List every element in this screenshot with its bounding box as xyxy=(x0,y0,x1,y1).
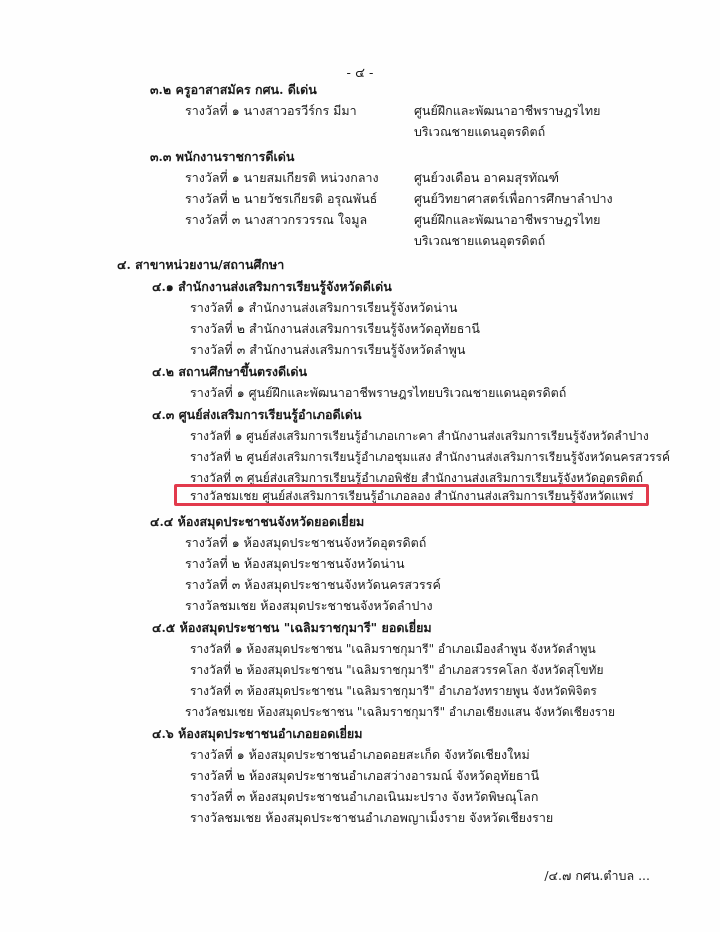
award-org: บริเวณชายแดนอุตรดิตถ์ xyxy=(414,233,546,248)
award-line: รางวัลชมเชย ห้องสมุดประชาชนจังหวัดลำปาง xyxy=(185,598,433,613)
heading-4-5: ๔.๕ ห้องสมุดประชาชน "เฉลิมราชกุมารี" ยอดเยี่ยม xyxy=(152,620,432,635)
award-line-highlighted: รางวัลชมเชย ศูนย์ส่งเสริมการเรียนรู้อำเภอลอง สำนักงานส่งเสริมการเรียนรู้จังหวัดแพร่ xyxy=(190,489,634,503)
heading-4-6: ๔.๖ ห้องสมุดประชาชนอำเภอยอดเยี่ยม xyxy=(152,726,363,741)
award-line: รางวัลที่ ๓ ห้องสมุดประชาชน "เฉลิมราชกุมารี" อำเภอวังทรายพูน จังหวัดพิจิตร xyxy=(190,684,597,698)
heading-4-2: ๔.๒ สถานศึกษาขึ้นตรงดีเด่น xyxy=(152,364,308,379)
heading-4-4: ๔.๔ ห้องสมุดประชาชนจังหวัดยอดเยี่ยม xyxy=(150,514,365,529)
award-org: บริเวณชายแดนอุตรดิตถ์ xyxy=(414,124,546,139)
award-line: รางวัลชมเชย ห้องสมุดประชาชนอำเภอพญาเม็งราย จังหวัดเชียงราย xyxy=(190,810,554,825)
award-line: รางวัลที่ ๑ ห้องสมุดประชาชนจังหวัดอุตรดิตถ์ xyxy=(185,535,427,550)
award-line: รางวัลที่ ๒ ห้องสมุดประชาชนอำเภอสว่างอารมณ์ จังหวัดอุทัยธานี xyxy=(190,768,540,783)
award-line: รางวัลที่ ๑ นางสาวอรวีร์กร มีมา xyxy=(185,103,357,118)
award-line: รางวัลที่ ๑ ศูนย์ฝึกและพัฒนาอาชีพราษฎรไทยบริเวณชายแดนอุตรดิตถ์ xyxy=(190,385,567,400)
heading-4-1: ๔.๑ สำนักงานส่งเสริมการเรียนรู้จังหวัดดีเด่น xyxy=(152,279,392,294)
award-line: รางวัลที่ ๒ ศูนย์ส่งเสริมการเรียนรู้อำเภอชุมแสง สำนักงานส่งเสริมการเรียนรู้จังหวัดนครสวรรค์ xyxy=(190,450,670,464)
highlight-box xyxy=(174,484,649,506)
award-line: รางวัลที่ ๑ นายสมเกียรติ หน่วงกลาง xyxy=(185,170,379,185)
award-line: รางวัลที่ ๓ นางสาวกรวรรณ ใจมูล xyxy=(185,212,368,227)
award-line: รางวัลที่ ๑ ศูนย์ส่งเสริมการเรียนรู้อำเภอเกาะคา สำนักงานส่งเสริมการเรียนรู้จังหวัดลำปาง xyxy=(190,429,649,443)
heading-4: ๔. สาขาหน่วยงาน/สถานศึกษา xyxy=(117,257,285,272)
award-line: รางวัลที่ ๑ ห้องสมุดประชาชน "เฉลิมราชกุมารี" อำเภอเมืองลำพูน จังหวัดลำพูน xyxy=(190,642,596,656)
award-line: รางวัลที่ ๓ ศูนย์ส่งเสริมการเรียนรู้อำเภอพิชัย สำนักงานส่งเสริมการเรียนรู้จังหวัดอุตรดิตถ์ xyxy=(190,471,644,485)
award-line: รางวัลที่ ๒ สำนักงานส่งเสริมการเรียนรู้จังหวัดอุทัยธานี xyxy=(190,321,480,336)
award-org: ศูนย์วิทยาศาสตร์เพื่อการศึกษาลำปาง xyxy=(414,191,613,206)
award-line: รางวัลที่ ๓ สำนักงานส่งเสริมการเรียนรู้จังหวัดลำพูน xyxy=(190,342,466,357)
award-line: รางวัลที่ ๑ สำนักงานส่งเสริมการเรียนรู้จังหวัดน่าน xyxy=(190,300,458,315)
continuation-footer: /๔.๗ กศน.ตำบล ... xyxy=(544,868,650,883)
award-line: รางวัลที่ ๒ ห้องสมุดประชาชนจังหวัดน่าน xyxy=(185,556,405,571)
heading-3-2: ๓.๒ ครูอาสาสมัคร กศน. ดีเด่น xyxy=(150,82,317,97)
award-line: รางวัลที่ ๒ นายวัชรเกียรติ อรุณพันธ์ xyxy=(185,191,378,206)
award-line: รางวัลที่ ๒ ห้องสมุดประชาชน "เฉลิมราชกุมารี" อำเภอสวรรคโลก จังหวัดสุโขทัย xyxy=(190,663,604,677)
award-org: ศูนย์ฝึกและพัฒนาอาชีพราษฎรไทย xyxy=(414,212,601,227)
award-line: รางวัลชมเชย ห้องสมุดประชาชน "เฉลิมราชกุมารี" อำเภอเชียงแสน จังหวัดเชียงราย xyxy=(185,705,615,719)
page-number: - ๔ - xyxy=(346,66,374,81)
award-line: รางวัลที่ ๓ ห้องสมุดประชาชนจังหวัดนครสวรรค์ xyxy=(185,577,441,592)
award-org: ศูนย์ฝึกและพัฒนาอาชีพราษฎรไทย xyxy=(414,103,601,118)
award-line: รางวัลที่ ๓ ห้องสมุดประชาชนอำเภอเนินมะปราง จังหวัดพิษณุโลก xyxy=(190,789,539,804)
award-org: ศูนย์วงเดือน อาคมสุรทัณฑ์ xyxy=(414,170,560,185)
heading-4-3: ๔.๓ ศูนย์ส่งเสริมการเรียนรู้อำเภอดีเด่น xyxy=(152,407,362,422)
heading-3-3: ๓.๓ พนักงานราชการดีเด่น xyxy=(150,149,295,164)
award-line: รางวัลที่ ๑ ห้องสมุดประชาชนอำเภอดอยสะเก็ด จังหวัดเชียงใหม่ xyxy=(190,747,530,762)
